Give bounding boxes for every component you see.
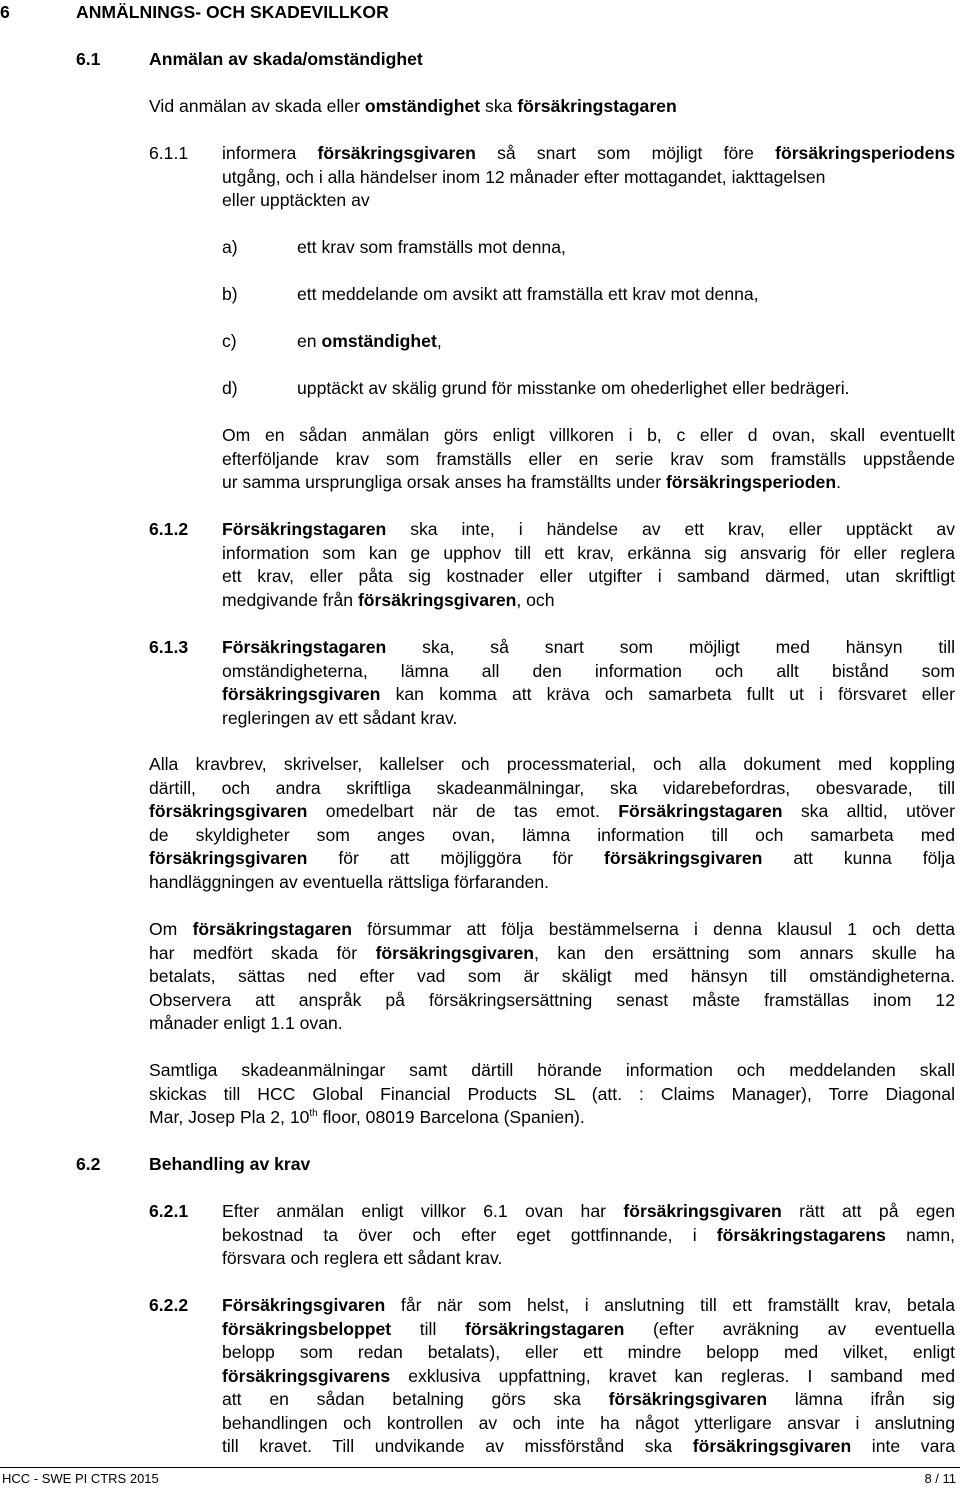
- clause-6-1-3-number: 6.1.3: [149, 637, 189, 657]
- clause-6-1-1-number: 6.1.1: [149, 143, 189, 163]
- clause-6-2-1-text: Efter anmälan enligt villkor 6.1 ovan har försäkringsgivaren rätt att på egen bekostnad ta över och efter eget gottfinnande, i försäkringstagarens namn, försvara och reglera ett sådant krav.: [222, 1201, 956, 1268]
- paragraph-documents: Alla kravbrev, skrivelser, kallelser och processmaterial, och alla dokument med koppling därtill, och andra skriftliga skadeanmälningar, ska vidarebefordras, obesvarade, till försäkringsgivaren omedelbart när de tas emot. Försäkringstagaren ska alltid, utöver de skyldigheter som anges ovan, lämna information till och samarbeta med försäkringsgivaren för att möjliggöra för försäkringsgivaren att kunna följa handläggningen av eventuella rättsliga förfaranden.: [149, 754, 956, 892]
- paragraph-neglect: Om försäkringstagaren försummar att följa bestämmelserna i denna klausul 1 och detta har medfört skada för försäkringsgivaren, kan den ersättning som annars skulle ha betalats, sättas ned efter vad som är skäligt med hänsyn till omständigheterna. Observera att anspråk på försäkringsersättning senast måste framställas inom 12 månader enligt 1.1 ovan.: [149, 919, 955, 1033]
- clause-6-1-3-text: Försäkringstagaren ska, så snart som möjligt med hänsyn till omständigheterna, lämna all den information och allt bistånd som försäkringsgivaren kan komma att kräva och samarbeta fullt ut i försvaret eller regleringen av ett sådant krav.: [222, 637, 955, 728]
- clause-6-2-2-number: 6.2.2: [149, 1295, 189, 1315]
- section-title: ANMÄLNINGS- OCH SKADEVILLKOR: [76, 2, 389, 22]
- clause-6-1-1-text: informera försäkringsgivaren så snart som möjligt före försäkringsperiodens utgång, och i alla händelser inom 12 månader efter mottagandet, iakttagelsen eller upptäckten av: [222, 143, 955, 210]
- clause-6-1-2-number: 6.1.2: [149, 519, 189, 539]
- clause-6-2-1-number: 6.2.1: [149, 1201, 189, 1221]
- intro-paragraph: Vid anmälan av skada eller omständighet ska försäkringstagaren: [149, 96, 677, 116]
- page-number: 8 / 11: [924, 1471, 956, 1486]
- footer-doc-id: HCC - SWE PI CTRS 2015: [2, 1471, 159, 1486]
- clause-6-2-2-text: Försäkringsgivaren får när som helst, i anslutning till ett framställt krav, betala försäkringsbeloppet till försäkringstagaren (efter avräkning av eventuella belopp som redan betalats), eller ett mindre belopp med vilket, enligt försäkringsgivarens exklusiva uppfattning, kravet kan regleras. I samband med att en sådan betalning görs ska försäkringsgivaren lämna ifrån sig behandlingen och kontrollen av och inte ha något ytterligare ansvar i anslutning till kravet. Till undvikande av missförstånd ska försäkringsgivaren inte vara: [222, 1295, 955, 1456]
- section-number: 6: [0, 2, 10, 22]
- footer-divider: [0, 1467, 960, 1468]
- subsection-number: 6.1: [76, 49, 101, 69]
- subsection-title: Anmälan av skada/omständighet: [149, 49, 423, 69]
- clause-6-1-2-text: Försäkringstagaren ska inte, i händelse av ett krav, eller upptäckt av information som kan ge upphov till ett krav, erkänna sig ansvarig för eller reglera ett krav, eller påta sig kostnader eller utgifter i samband därmed, utan skriftligt medgivande från försäkringsgivaren, och: [222, 519, 955, 610]
- paragraph-address: Samtliga skadeanmälningar samt därtill hörande information och meddelanden skall skickas till HCC Global Financial Products SL (att. : Claims Manager), Torre Diagonal Mar, Josep Pla 2, 10th floor, 08019 Barcelona (Spanien).: [149, 1060, 955, 1127]
- clause-6-1-1-paragraph: Om en sådan anmälan görs enligt villkoren i b, c eller d ovan, skall eventuellt efterföljande krav som framställs eller en serie krav som framställs uppstående ur samma ursprungliga orsak anses ha framställts under försäkringsperioden.: [222, 425, 955, 492]
